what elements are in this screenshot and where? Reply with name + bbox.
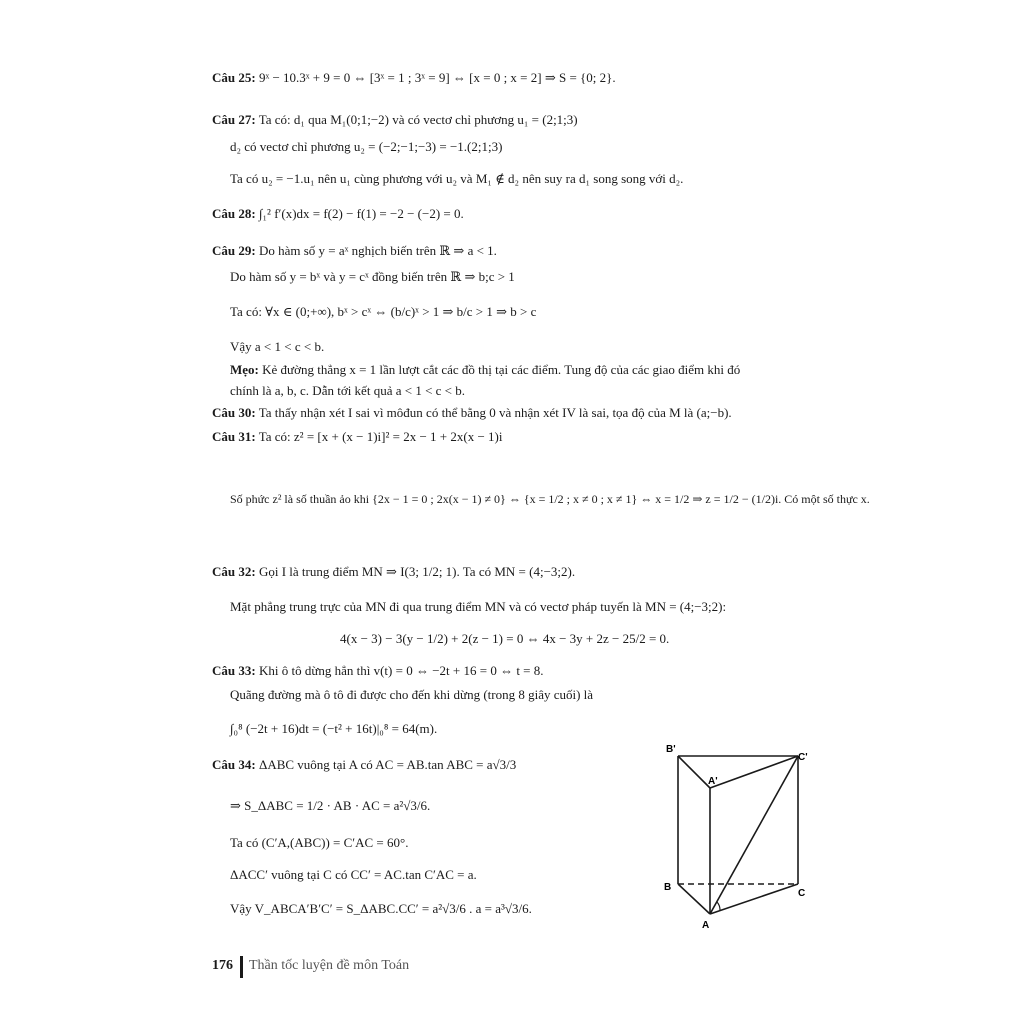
line-label: Câu 32: [212, 564, 256, 579]
line-label: Câu 31: [212, 429, 256, 444]
line-label: Câu 28: [212, 206, 256, 221]
line-text: ∫₁² f′(x)dx = f(2) − f(1) = −2 − (−2) = 0. [255, 206, 464, 221]
line-text: 9ˣ − 10.3ˣ + 9 = 0 ⇔ [3ˣ = 1 ; 3ˣ = 9] ⇔ [x = 0 ; x = 2] ⇒ S = {0; 2}. [255, 70, 616, 85]
edge-bprime-aprime [678, 756, 710, 788]
line-label: Câu 34: [212, 757, 256, 772]
label-b: B [664, 882, 672, 893]
line-label: Câu 33: [212, 663, 256, 678]
line-text: Ta có u₂ = −1.u₁ nên u₁ cùng phương với u₂ và M₁ ∉ d₂ nên suy ra d₁ song song với d₂. [230, 171, 684, 186]
edge-a-c [710, 884, 798, 914]
line-label: Câu 30: [212, 405, 256, 420]
line-text: 4(x − 3) − 3(y − 1/2) + 2(z − 1) = 0 ⇔ 4x − 3y + 2z − 25/2 = 0. [340, 631, 670, 646]
line-text: Ta có: d₁ qua M₁(0;1;−2) và có vectơ chỉ phương u₁ = (2;1;3) [255, 112, 578, 127]
line-cau-25 [212, 69, 616, 87]
line-text: Kẻ đường thẳng x = 1 lần lượt cắt các đồ thị tại các điểm. Tung độ của các giao điểm khi đó [258, 362, 741, 377]
line-label: Câu 27: [212, 112, 256, 127]
line-text: Quãng đường mà ô tô đi được cho đến khi dừng (trong 8 giây cuối) là [230, 687, 594, 702]
line-text: Gọi I là trung điểm MN ⇒ I(3; 1/2; 1). Ta có MN = (4;−3;2). [255, 564, 576, 579]
line-text: d₂ có vectơ chỉ phương u₂ = (−2;−1;−3) = −1.(2;1;3) [230, 139, 503, 154]
line-text: Do hàm số y = aˣ nghịch biến trên ℝ ⇒ a < 1. [255, 243, 497, 258]
angle-arc [717, 902, 720, 910]
line-label: Mẹo: [230, 362, 259, 377]
prism-figure [660, 740, 810, 940]
line-text: Ta thấy nhận xét I sai vì môđun có thể bằng 0 và nhận xét IV là sai, tọa độ của M là (a;−b). [255, 405, 732, 420]
line-text: Do hàm số y = bˣ và y = cˣ đồng biến trên ℝ ⇒ b;c > 1 [230, 269, 515, 284]
line-text: ∫₀⁸ (−2t + 16)dt = (−t² + 16t)|₀⁸ = 64(m). [230, 721, 438, 736]
label-c-prime: C' [798, 752, 808, 763]
line-cau-34 [212, 756, 516, 774]
line-text: ΔACC′ vuông tại C có CC′ = AC.tan C′AC = a. [230, 867, 477, 882]
page-number: 176 [212, 958, 233, 973]
line-text: Vậy V_ABCA′B′C′ = S_ΔABC.CC′ = a²√3/6 . a = a³√3/6. [230, 901, 532, 916]
line-text: Vậy a < 1 < c < b. [230, 339, 325, 354]
label-a: A [702, 920, 710, 931]
line-cau-33 [212, 662, 544, 680]
line-cau-28 [212, 205, 464, 223]
line-text: Mặt phẳng trung trực của MN đi qua trung điểm MN và có vectơ pháp tuyến là MN = (4;−3;2): [230, 599, 727, 614]
line-cau-30 [212, 404, 732, 422]
line-text: Số phức z² là số thuần ảo khi {2x − 1 = 0 ; 2x(x − 1) ≠ 0} ⇔ {x = 1/2 ; x ≠ 0 ; x ≠ 1} ⇔ x = 1/2 ⇒ z = 1/2 − (1/2)i. Có một số thực x. [230, 492, 870, 506]
line-text: ⇒ S_ΔABC = 1/2 · AB · AC = a²√3/6. [230, 798, 431, 813]
line-cau-27 [212, 111, 578, 129]
label-c: C [798, 888, 806, 899]
line-meo [230, 361, 740, 379]
edge-aprime-cprime [710, 756, 798, 788]
label-a-prime: A' [708, 776, 718, 787]
line-text: Ta có: ∀x ∈ (0;+∞), bˣ > cˣ ⇔ (b/c)ˣ > 1 ⇒ b/c > 1 ⇒ b > c [230, 304, 537, 319]
diagonal-a-cprime [710, 756, 798, 914]
line-label: Câu 29: [212, 243, 256, 258]
line-cau-31 [212, 428, 503, 446]
line-text: Khi ô tô dừng hẳn thì v(t) = 0 ⇔ −2t + 16 = 0 ⇔ t = 8. [255, 663, 544, 678]
line-cau-32 [212, 563, 575, 581]
line-text: Ta có: z² = [x + (x − 1)i]² = 2x − 1 + 2x(x − 1)i [255, 429, 503, 444]
footer-divider [240, 956, 243, 978]
book-title: Thần tốc luyện đề môn Toán [249, 958, 410, 973]
line-text: ΔABC vuông tại A có AC = AB.tan ABC = a√3/3 [255, 757, 517, 772]
line-text: chính là a, b, c. Dẫn tới kết quả a < 1 < c < b. [230, 383, 465, 398]
line-label: Câu 25: [212, 70, 256, 85]
label-b-prime: B' [666, 744, 676, 755]
line-cau-29 [212, 242, 497, 260]
edge-b-a [678, 884, 710, 914]
line-text: Ta có (C′A,(ABC)) = C′AC = 60°. [230, 835, 409, 850]
